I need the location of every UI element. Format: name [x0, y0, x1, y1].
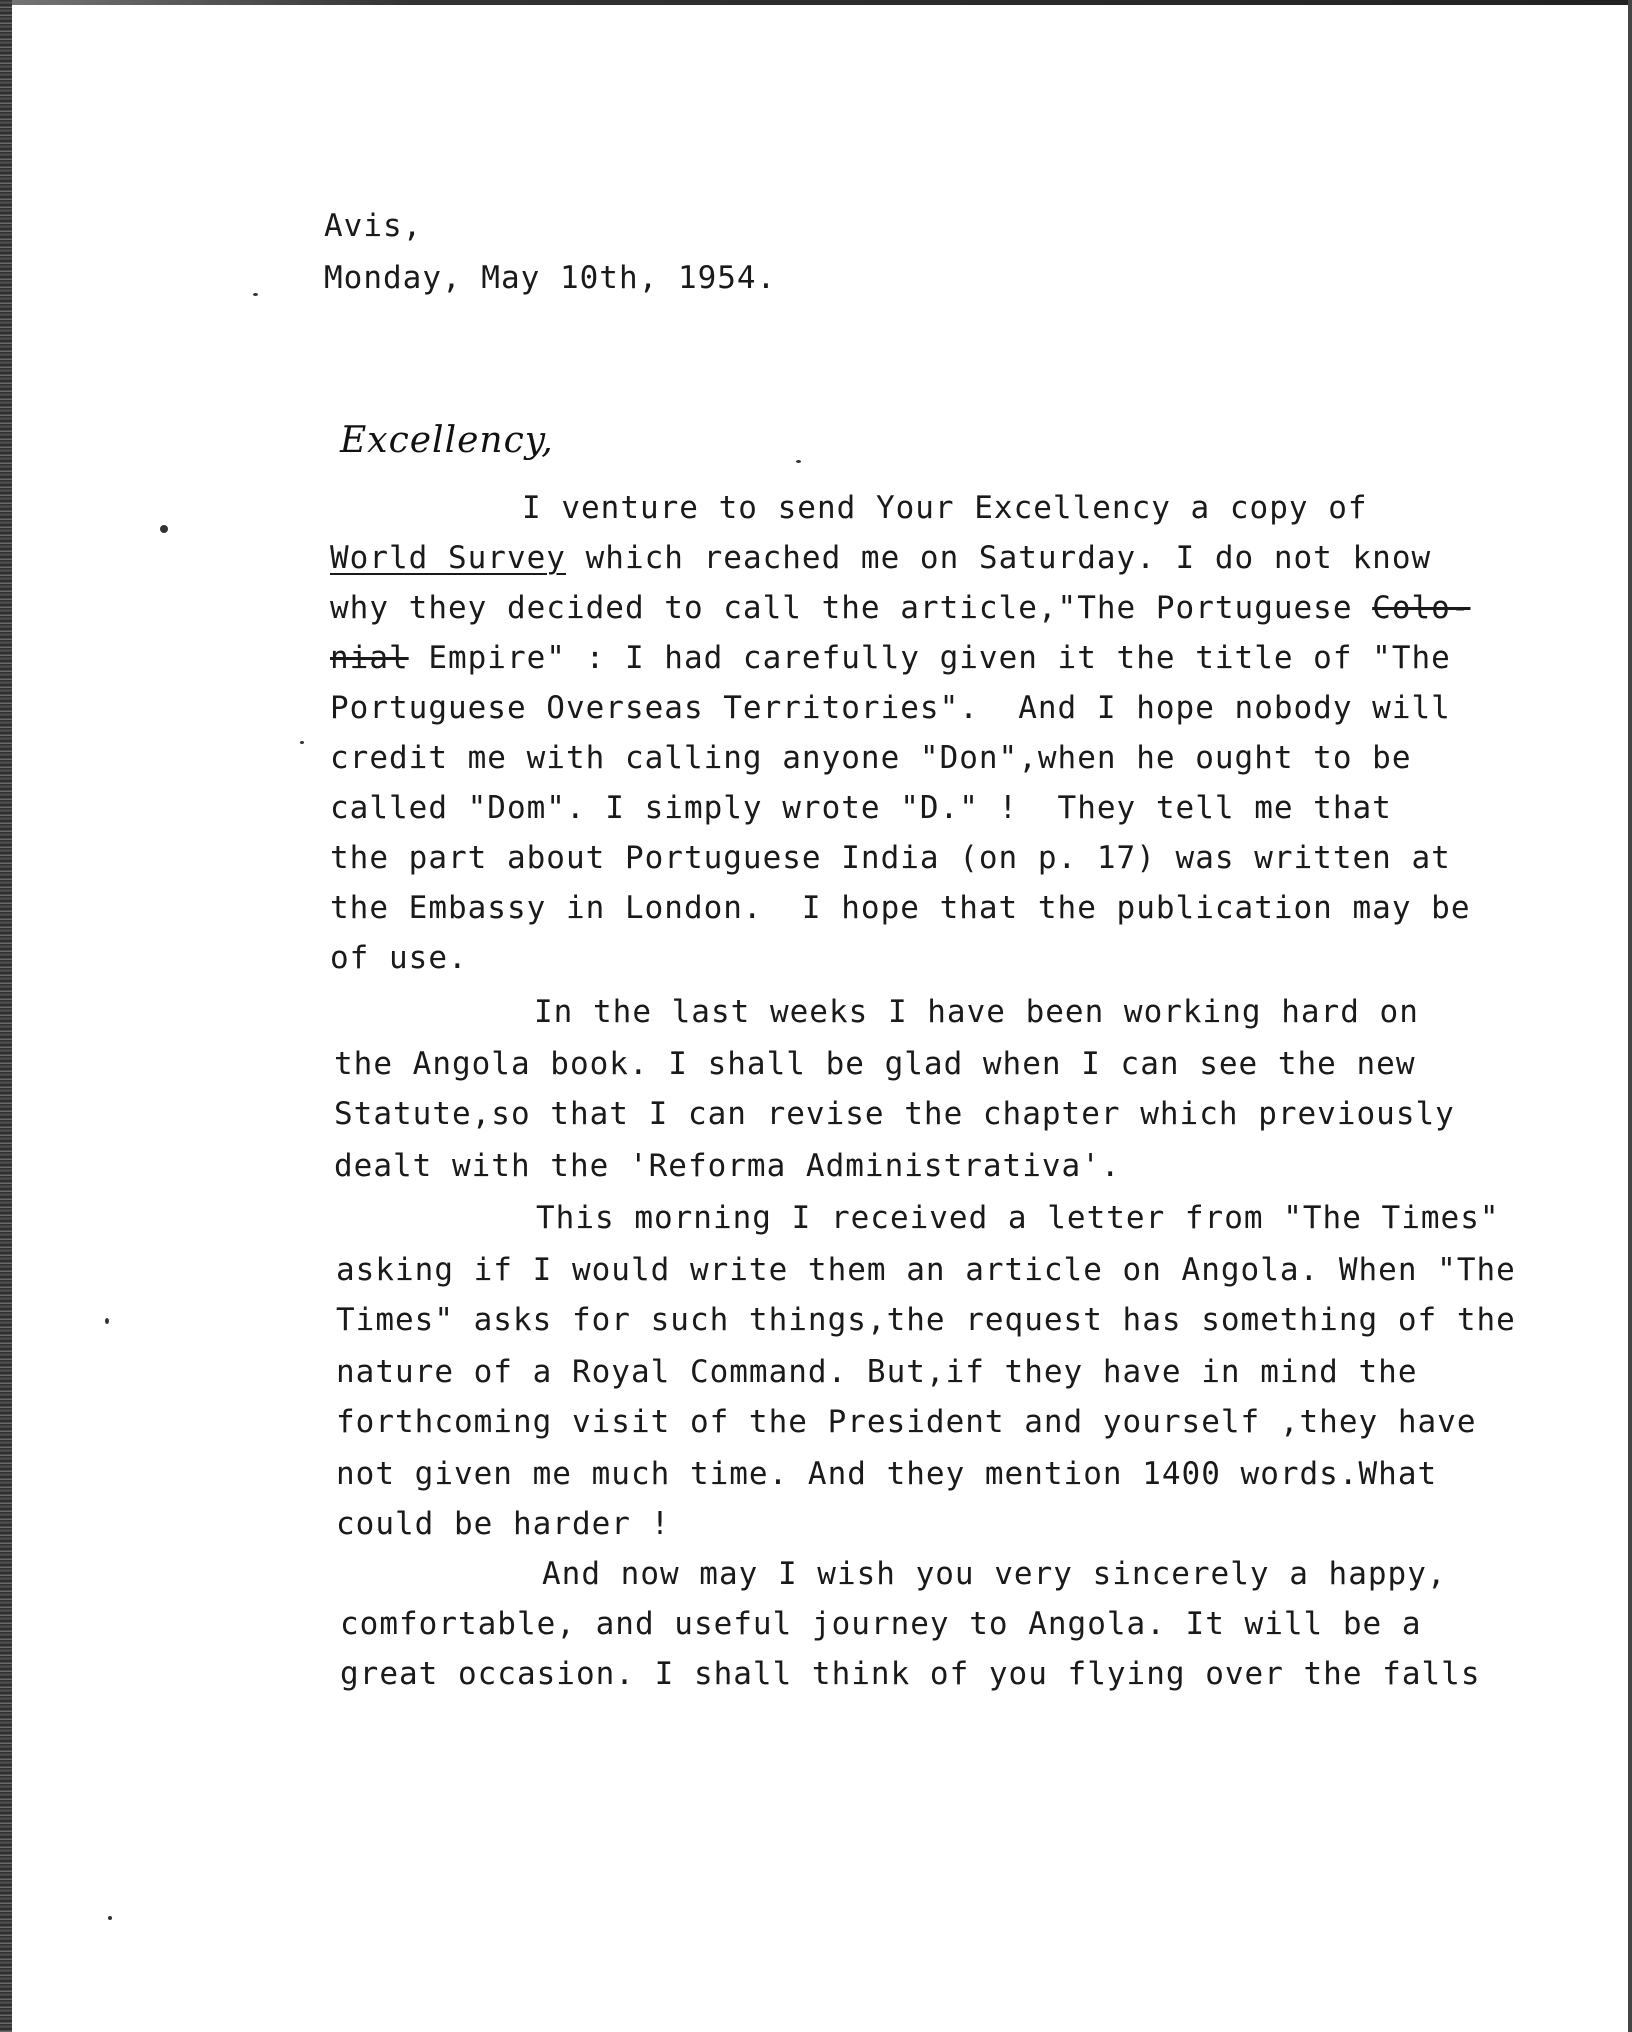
body-line-3-text: why they decided to call the article,"The Portuguese — [330, 590, 1373, 626]
scan-speck — [253, 293, 258, 296]
body-line-6: credit me with calling anyone "Don",when he ought to be — [330, 740, 1412, 776]
scan-speck — [108, 1916, 112, 1920]
scan-border-left — [0, 0, 12, 2032]
body-line-8: the part about Portuguese India (on p. 17) was written at — [330, 840, 1451, 876]
body-line-10: of use. — [330, 940, 468, 976]
header-date: Monday, May 10th, 1954. — [324, 260, 777, 296]
body-line-4-text: Empire" : I had carefully given it the title of "The — [408, 640, 1451, 676]
body-line-7: called "Dom". I simply wrote "D." ! They tell me that — [330, 790, 1392, 826]
body-line-2-text: which reached me on Saturday. I do not know — [565, 540, 1432, 576]
body-line-2 — [330, 540, 1431, 576]
scan-speck — [796, 460, 801, 463]
body-line-5: Portuguese Overseas Territories". And I hope nobody will — [330, 690, 1451, 726]
body-line-20: not given me much time. And they mention 1400 words.What — [336, 1456, 1438, 1492]
header-place: Avis, — [324, 208, 423, 244]
body-line-11: In the last weeks I have been working hard on — [534, 994, 1419, 1030]
scan-speck — [300, 741, 304, 744]
body-line-21: could be harder ! — [336, 1506, 671, 1542]
body-line-14: dealt with the 'Reforma Administrativa'. — [334, 1148, 1121, 1184]
scan-speck — [160, 525, 168, 533]
body-line-23: comfortable, and useful journey to Angola. It will be a — [340, 1606, 1422, 1642]
scan-border-right — [1628, 0, 1632, 2032]
body-line-12: the Angola book. I shall be glad when I can see the new — [334, 1046, 1416, 1082]
body-line-24: great occasion. I shall think of you flying over the falls — [340, 1656, 1481, 1692]
body-line-3 — [330, 590, 1471, 626]
scan-speck — [105, 1318, 109, 1324]
body-line-19: forthcoming visit of the President and yourself ,they have — [336, 1404, 1477, 1440]
body-line-22: And now may I wish you very sincerely a happy, — [542, 1556, 1447, 1592]
publication-title: World Survey — [330, 540, 566, 576]
salutation: Excellency, — [340, 420, 554, 461]
body-line-15: This morning I received a letter from "The Times" — [536, 1200, 1500, 1236]
struck-word-part-2: nial — [330, 640, 409, 676]
body-line-17: Times" asks for such things,the request has something of the — [336, 1302, 1516, 1338]
struck-word-part-1: Colo- — [1372, 590, 1471, 626]
body-line-9: the Embassy in London. I hope that the publication may be — [330, 890, 1471, 926]
body-line-18: nature of a Royal Command. But,if they have in mind the — [336, 1354, 1418, 1390]
scan-border-top — [0, 0, 1632, 5]
body-line-4 — [330, 640, 1451, 676]
body-line-1: I venture to send Your Excellency a copy of — [522, 490, 1368, 526]
body-line-13: Statute,so that I can revise the chapter which previously — [334, 1096, 1455, 1132]
body-line-16: asking if I would write them an article on Angola. When "The — [336, 1252, 1516, 1288]
